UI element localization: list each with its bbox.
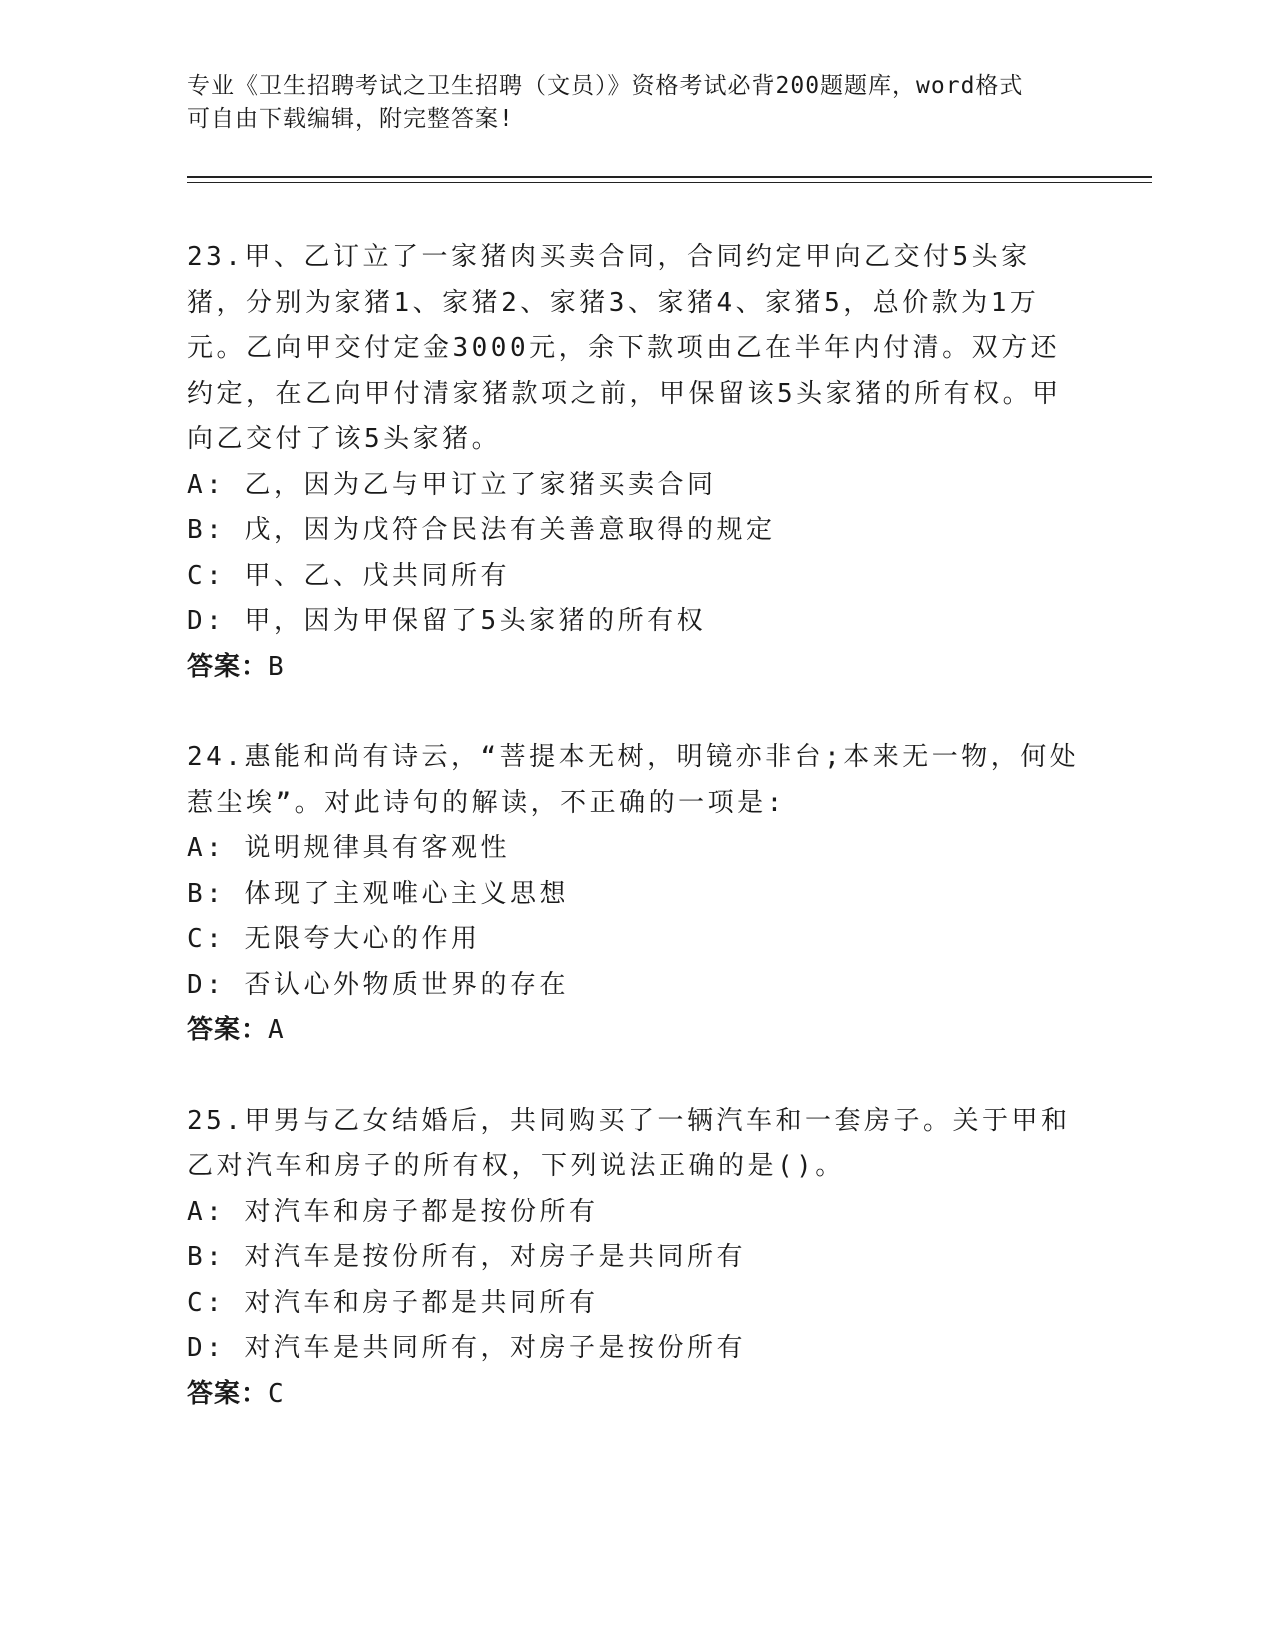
answer-value: B (268, 651, 285, 682)
option-c: C: 无限夸大心的作用 (187, 924, 481, 954)
option-a: A: 乙，因为乙与甲订立了家猪买卖合同 (187, 469, 717, 500)
header-divider (187, 176, 1152, 178)
option-b: B: 戊，因为戊符合民法有关善意取得的规定 (187, 515, 776, 545)
answer-value: A (268, 1015, 285, 1045)
header-divider-thin (187, 182, 1152, 183)
answer-label: 答案： (187, 1015, 269, 1045)
option-c: C: 甲、乙、戊共同所有 (187, 560, 510, 591)
option-d: D: 对汽车是共同所有，对房子是按份所有 (187, 1333, 746, 1363)
option-d: D: 甲，因为甲保留了5头家猪的所有权 (187, 606, 707, 636)
option-a: A: 对汽车和房子都是按份所有 (187, 1196, 599, 1227)
answer-label: 答案： (187, 1378, 269, 1409)
answer-line (187, 1008, 1087, 1054)
header-line-1: 专业《卫生招聘考试之卫生招聘（文员）》资格考试必背200题题库，word格式 (187, 73, 1024, 99)
question-list (187, 235, 1087, 1462)
answer-line (187, 645, 1087, 691)
answer-label: 答案： (187, 651, 269, 682)
header-line-2: 可自由下载编辑，附完整答案! (187, 106, 514, 132)
option-b: B: 体现了主观唯心主义思想 (187, 878, 569, 909)
option-b: B: 对汽车是按份所有，对房子是共同所有 (187, 1242, 746, 1272)
option-d: D: 否认心外物质世界的存在 (187, 969, 569, 1000)
answer-value: C (268, 1378, 285, 1409)
option-a: A: 说明规律具有客观性 (187, 833, 510, 863)
question-24 (187, 735, 1087, 1054)
document-header (187, 70, 1087, 136)
question-text: 23.甲、乙订立了一家猪肉买卖合同，合同约定甲向乙交付5头家猪，分别为家猪1、家猪2、家猪3、家猪4、家猪5，总价款为1万元。乙向甲交付定金3000元，余下款项由乙在半年内付清。双方还约定，在乙向甲付清家猪款项之前，甲保留该5头家猪的所有权。甲向乙交付了该5头家猪。 (187, 242, 1062, 454)
answer-line (187, 1372, 1087, 1418)
option-c: C: 对汽车和房子都是共同所有 (187, 1287, 599, 1318)
question-23 (187, 235, 1087, 690)
question-25 (187, 1099, 1087, 1418)
question-text: 25.甲男与乙女结婚后，共同购买了一辆汽车和一套房子。关于甲和乙对汽车和房子的所有权，下列说法正确的是()。 (187, 1105, 1071, 1181)
question-text: 24.惠能和尚有诗云，“菩提本无树，明镜亦非台;本来无一物，何处惹尘埃”。对此诗句的解读，不正确的一项是: (187, 742, 1080, 818)
